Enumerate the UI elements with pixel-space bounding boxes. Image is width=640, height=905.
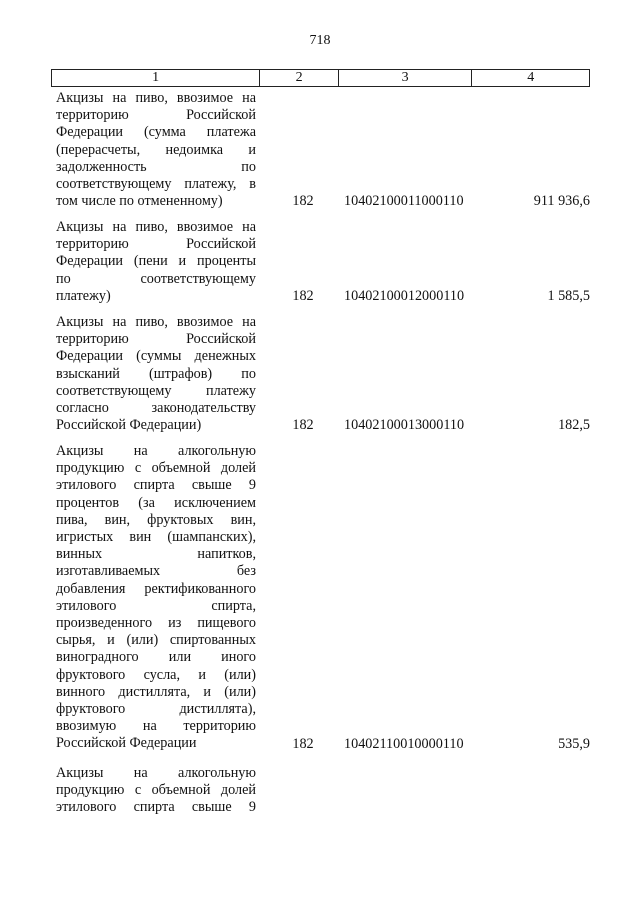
description-line: Акцизы на пиво, ввозимое на (56, 90, 256, 106)
budget-classification-code: 10402100012000110 (344, 288, 465, 304)
description-line: этилового спирта свыше 9 (56, 799, 256, 816)
description-line: территорию Российской (56, 331, 256, 348)
description-line: ввозимую на территорию (56, 718, 256, 735)
description-line: продукцию с объемной долей (56, 782, 256, 799)
description-line: по соответствующему (56, 270, 256, 287)
description-line: задолженность по (56, 158, 256, 175)
description-line: Акцизы на алкогольную (56, 765, 256, 781)
description-line: Российской Федерации) (56, 417, 202, 434)
budget-classification-code: 10402100011000110 (344, 193, 464, 209)
description-line: этилового спирта свыше 9 (56, 477, 256, 494)
admin-code: 182 (292, 417, 314, 433)
admin-code: 182 (292, 288, 314, 304)
budget-classification-code: 10402100013000110 (344, 417, 465, 433)
description-line: фруктового дистиллята), (56, 701, 256, 718)
description-line: виноградного или иного (56, 649, 256, 666)
description-line: том числе по отмененному) (56, 193, 223, 210)
description-line: (перерасчеты, недоимка и (56, 141, 256, 158)
description-line: Акцизы на пиво, ввозимое на (56, 314, 256, 330)
admin-code: 182 (292, 736, 314, 752)
admin-code: 182 (292, 193, 314, 209)
table-header (51, 69, 590, 87)
description-line: Федерации (суммы денежных (56, 348, 256, 365)
budget-classification-code: 10402110010000110 (344, 736, 464, 752)
description-line: процентов (за исключением (56, 494, 256, 511)
description-line: территорию Российской (56, 107, 256, 124)
column-header-1: 1 (52, 70, 260, 86)
description-line: продукцию с объемной долей (56, 460, 256, 477)
description-line: соответствующему платежу, в (56, 176, 256, 193)
description-line: сырья, и (или) спиртованных (56, 632, 256, 649)
description-line: соответствующему платежу (56, 382, 256, 399)
description-line: Акцизы на пиво, ввозимое на (56, 219, 256, 235)
description-line: платежу) (56, 287, 111, 304)
description-line: пива, вин, фруктовых вин, (56, 511, 256, 528)
description-line: фруктового сусла, и (или) (56, 666, 256, 683)
column-header-2: 2 (260, 70, 339, 86)
description-line: винных напитков, (56, 546, 256, 563)
description-line: взысканий (штрафов) по (56, 365, 256, 382)
amount: 535,9 (558, 736, 590, 752)
description-line: Российской Федерации (56, 735, 197, 752)
description-line: этилового спирта, (56, 597, 256, 614)
row-description (56, 765, 256, 817)
description-line: территорию Российской (56, 236, 256, 253)
description-line: согласно законодательству (56, 400, 256, 417)
column-header-4: 4 (527, 70, 535, 85)
description-line: изготавливаемых без (56, 563, 256, 580)
amount: 911 936,6 (533, 193, 590, 209)
description-line: винного дистиллята, и (или) (56, 683, 256, 700)
row-description (56, 219, 256, 305)
description-line: Федерации (сумма платежа (56, 124, 256, 141)
row-description (56, 314, 256, 434)
description-line: произведенного из пищевого (56, 615, 256, 632)
amount: 1 585,5 (547, 288, 590, 304)
column-header-3: 3 (339, 70, 473, 86)
description-line: Федерации (пени и проценты (56, 253, 256, 270)
row-description (56, 443, 256, 753)
row-description (56, 90, 256, 210)
page-number: 718 (309, 33, 331, 48)
description-line: игристых вин (шампанских), (56, 529, 256, 546)
description-line: Акцизы на алкогольную (56, 443, 256, 459)
description-line: добавления ректификованного (56, 580, 256, 597)
amount: 182,5 (558, 417, 590, 433)
